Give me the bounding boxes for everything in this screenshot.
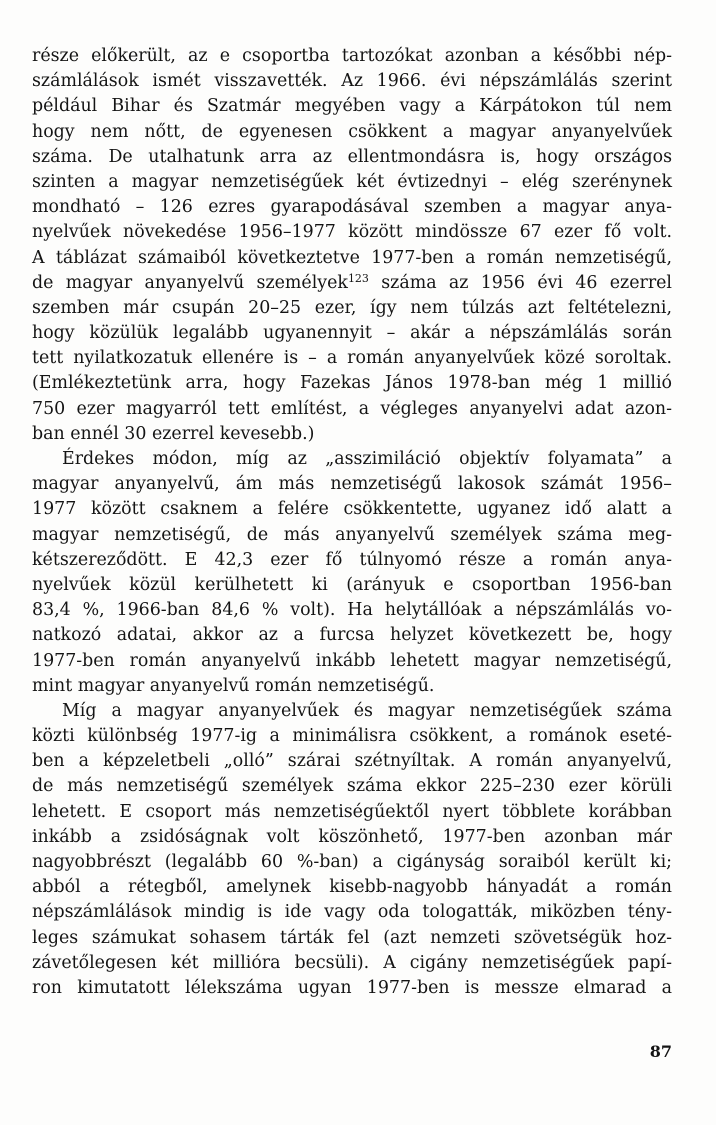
text-line: magyar anyanyelvű, ám más nemzetiségű lakosok számát 1956– — [32, 474, 672, 495]
text-line: hogy közülük legalább ugyanennyit – akár a népszámlálás során — [32, 323, 672, 344]
text-line: száma. De utalhatunk arra az ellentmondásra is, hogy országos — [32, 146, 672, 167]
text-line: mondható – 126 ezres gyarapodásával szemben a magyar anya- — [32, 197, 672, 218]
text-line: 1977 között csaknem a felére csökkentette, ugyanez idő alatt a — [32, 499, 672, 520]
text-line: például Bihar és Szatmár megyében vagy a Kárpátokon túl nem — [32, 96, 672, 117]
text-line: lehetett. E csoport más nemzetiségűektől nyert többlete korábban — [32, 801, 672, 822]
text-line: magyar nemzetiségű, de más anyanyelvű személyek száma meg- — [32, 524, 672, 545]
body-text — [32, 44, 672, 1001]
text-line: hogy nem nőtt, de egyenesen csökkent a magyar anyanyelvűek — [32, 121, 672, 142]
text-line: szemben már csupán 20–25 ezer, így nem túlzás azt feltételezni, — [32, 297, 672, 318]
page-number: 87 — [649, 1042, 672, 1061]
footnote-reference[interactable]: 123 — [347, 271, 369, 285]
text-line: 1977-ben román anyanyelvű inkább lehetett magyar nemzetiségű, — [32, 650, 672, 671]
text-line: A táblázat számaiból következtetve 1977-ben a román nemzetiségű, — [32, 247, 672, 268]
paragraph-start: Érdekes módon, míg az „asszimiláció objektív folyamata” a — [62, 449, 672, 469]
text-line: ben a képzeletbeli „olló” szárai szétnyíltak. A román anyanyelvű, — [32, 751, 672, 772]
text-line-with-footnote — [32, 271, 672, 296]
text-line: abból a rétegből, amelynek kisebb-nagyobb hányadát a román — [32, 877, 672, 898]
text-line: 750 ezer magyarról tett említést, a végleges anyanyelvi adat azon- — [32, 398, 672, 419]
text-line: natkozó adatai, akkor az a furcsa helyzet következett be, hogy — [32, 625, 672, 646]
text-line: számlálások ismét visszavették. Az 1966. évi népszámlálás szerint — [32, 71, 672, 92]
text-line: de más nemzetiségű személyek száma ekkor 225–230 ezer körüli — [32, 776, 672, 797]
text-segment: de magyar anyanyelvű személyek — [32, 272, 348, 293]
text-line: leges számukat sohasem tárták fel (azt nemzeti szövetségük hoz- — [32, 927, 672, 948]
text-line: mint magyar anyanyelvű román nemzetiségű. — [32, 675, 435, 696]
text-line: része előkerült, az e csoportba tartozókat azonban a későbbi nép- — [32, 46, 672, 66]
text-line: népszámlálások mindig is ide vagy oda tologatták, miközben tény- — [32, 902, 672, 923]
text-line: 83,4 %, 1966-ban 84,6 % volt). Ha helytállóak a népszámlálás vo- — [32, 600, 672, 621]
text-segment: száma az 1956 évi 46 ezerrel — [368, 272, 672, 293]
paragraph-start: Míg a magyar anyanyelvűek és magyar nemzetiségűek száma — [62, 700, 672, 721]
text-line: nyelvűek növekedése 1956–1977 között mindössze 67 ezer fő volt. — [32, 222, 672, 243]
text-line: szinten a magyar nemzetiségűek két évtizednyi – elég szerénynek — [32, 171, 672, 192]
text-line: ban ennél 30 ezerrel kevesebb.) — [32, 423, 315, 444]
text-line: nyelvűek közül kerülhetett ki (arányuk e csoportban 1956-ban — [32, 574, 672, 595]
text-line: inkább a zsidóságnak volt köszönhető, 1977-ben azonban már — [32, 826, 672, 847]
text-line: závetőlegesen két millióra becsüli). A cigány nemzetiségűek papí- — [32, 952, 672, 973]
text-line: kétszereződött. E 42,3 ezer fő túlnyomó része a román anya- — [32, 549, 672, 570]
text-line: nagyobbrészt (legalább 60 %-ban) a cigányság soraiból került ki; — [32, 852, 672, 872]
text-line: tett nyilatkozatuk ellenére is – a román anyanyelvűek közé soroltak. — [32, 348, 672, 369]
text-line: ron kimutatott lélekszáma ugyan 1977-ben is messze elmarad a — [32, 977, 672, 998]
text-line: (Emlékeztetünk arra, hogy Fazekas János 1978-ban még 1 millió — [32, 373, 672, 394]
text-line: közti különbség 1977-ig a minimálisra csökkent, a románok eseté- — [32, 726, 672, 747]
